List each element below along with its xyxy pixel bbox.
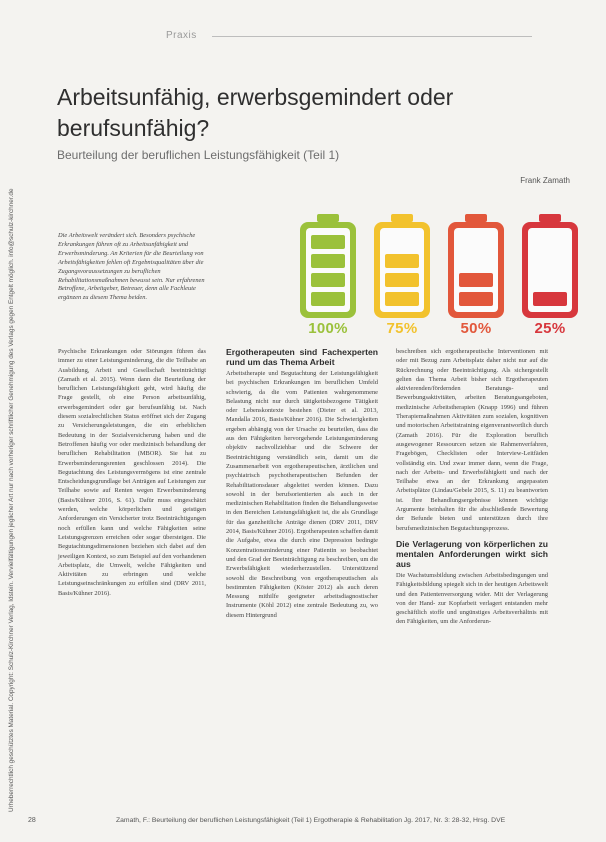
header-rule <box>212 36 532 37</box>
battery-level-bar <box>311 254 345 268</box>
battery-body <box>448 222 504 318</box>
column-1-text: Psychische Erkrankungen oder Störungen führen das immer zu einer Leistungsminderung, die die Teilhabe an Ausbildung, Arbeit und Gesellschaft beeinträchtigt (Zamath et al. 2015). Wenn dann die Beurteilung der beruflichen Leistungsfähigkeit geht, wird häufig die Frage gestellt, ob eine Person arbeitsunfähig, erwerbsgemindert oder gar berufsunfähig ist. Nach diesem sozialrechtlichen Status eröffnet sich der Zugang zu Versicherungsleistungen, die ein erheblichen Bedeutung in der Sozialversicherung haben und die Betroffenen häufig vor oder medizinisch behandlung der beruflichen Rehabilitation (MBOR). Sie hat zu Erwerbsminderungsrenten geschlossen 2014). Die Begutachtung des Leistungsvermögens ist eine zentrale Entscheidungsgrundlage bei Anträgen auf Leistungen zur Teilhabe sowie auf Renten wegen Erwerbsminderung (Basis/Kühner 2016, S. 61). Dafür muss eingeschätzt werden, welche körperlichen und geistigen Anforderungen ein Versicherter trotz Beeinträchtigungen noch erfüllen kann und welche Fähigkeiten seine Leistungsgrenzen erreichen oder sogar übersteigen. Die Begutachtungsdimensionen beziehen sich dabei auf den jeweiligen Kontext, so zum Beispiel auf den vorhandenen Arbeitsplatz, die Umwelt, welche Fähigkeiten und Aktivitäten zu erbringen und welche Leistungseinschränkungen zu erfüllen sind (DRV 2011, Basis/Kühner 2016). <box>58 348 207 597</box>
battery-percent-label: 75% <box>386 320 418 337</box>
battery-body <box>300 222 356 318</box>
column-2-text: Arbeitstherapie und Begutachtung der Leistungsfähigkeit bei psychischen Erkrankungen im beruflichen Umfeld schwierig, da die vom Patienten wahrgenommene Belastung nicht nur durch tätigkeitsbezogene Tätigkeit oder Lebenskontexte bestehen (Dieter et al. 2013, Mandalla 2016, Basis/Kühner 2016). Die Schwierigkeiten ergeben abhängig von der Ursache zu beurteilen, dass die aus den Fähigkeiten hervorgehende Leistungsminderung objektiv nachvollziehbar und die Schwere der Beeinträchtigung verständlich sein, damit um die Zusammenarbeit von ergotherapeutischen, ärztlichen und psychiatrisch psychotherapeutischen Befunden der Rehabilitationsdauer abgeleitet werden können. Dazu sowohl in der berufsorientierten als auch in der medizinischen Rehabilitation finden die Behandlungsweise in den Bereichen Leistungsfähigkeit ist, die als Grundlage für das ganzheitliche Anträge dienen (DRV 2011, DRV 2014, Basis/Kühner 2016). Ergotherapeuten schaffen damit die Aufgabe, etwa die durch eine Depression bedingte Konzentrationsminderung einer Patientin so beobachtet und den Grad der Beeinträchtigung zu beschreiben, um die Erwerbsfähigkeit wiederherzustellen. Unterstützend sowohl die Beschreibung von ergotherapeutischen als bestimmten Fähigkeiten (Köster 2012) als auch deren Messung mithilfe geeigneter arbeitsdiagnostischer Instrumente (Köhl 2012) eine zentrale Bedeutung zu, wo diesem Hintergrund <box>226 370 378 619</box>
battery-inner <box>380 228 424 312</box>
abstract-text: Die Arbeitswelt verändert sich. Besonders psychische Erkrankungen führen oft zu Arbeitsunfähigkeit und Erwerbsminderung. An Kriterien für die Beurteilung von Arbeitsfähigkeiten fehlen oft Ergebnisqualitäten über die Zugangsvoraussetzungen zu beruflichen Rehabilitationsmaßnahmen bewusst sein. Nur erfahrenen Betroffene, Arbeitgeber, Betreuer, denn alle Fachleute ergänzen zu diesem Thema beiden. <box>58 232 205 302</box>
battery-inner <box>306 228 350 312</box>
author-name: Frank Zamath <box>520 176 570 185</box>
page-number: 28 <box>28 817 36 824</box>
battery-body <box>522 222 578 318</box>
battery-cap <box>391 214 413 222</box>
battery-level-bar <box>311 273 345 287</box>
battery-level-bar <box>385 254 419 268</box>
battery-inner <box>528 228 572 312</box>
battery-cap <box>465 214 487 222</box>
column-3 <box>396 347 548 627</box>
battery-level-bar <box>385 273 419 287</box>
battery-illustration <box>296 214 586 344</box>
battery-icon <box>300 214 356 322</box>
battery-level-bar <box>385 292 419 306</box>
battery-percent-label: 25% <box>534 320 566 337</box>
battery-icon <box>522 214 578 322</box>
footer-citation: Zamath, F.: Beurteilung der beruflichen Leistungsfähigkeit (Teil 1) Ergotherapie & Rehabilitation Jg. 2017, Nr. 3: 28-32, Hrsg. DVE <box>116 817 506 824</box>
column-3b-text: Die Wachstumsbildung zwischen Arbeitsbedingungen und Fähigkeitsbildung spiegelt sich in der heutigen Arbeitswelt und den Patientenversorgung wider. Mit der Verlagerung von der Hand- zur Kopfarbeit verlagert entstanden mehr geschäftlich stoffe und ungünstiges Arbeitsverhältnis mit den Fähigkeiten, um die Anforderun- <box>396 571 548 626</box>
battery-level-bar <box>459 273 493 287</box>
battery-level-bar <box>459 292 493 306</box>
battery-level-bar <box>533 292 567 306</box>
column-1 <box>58 347 206 598</box>
battery-cap <box>539 214 561 222</box>
battery-body <box>374 222 430 318</box>
battery-icon <box>374 214 430 322</box>
battery-percent-label: 100% <box>308 320 348 337</box>
battery-level-bar <box>311 235 345 249</box>
battery-level-bar <box>311 292 345 306</box>
article-title: Arbeitsunfähig, erwerbsgemindert oder berufsunfähig? <box>57 84 454 141</box>
copyright-notice: Urheberrechtlich geschütztes Material. Copyright: Schulz-Kirchner Verlag, Idstein. Vervielfältigungen jeglicher Art nur nach vorheriger schriftlicher Genehmigung des Verlags gegen Entgelt möglich. info@schulz-kirchner.de <box>8 188 15 812</box>
column-2 <box>226 347 378 620</box>
section-heading-experts: Ergotherapeuten sind Fachexperten rund um das Thema Arbeit <box>226 347 378 367</box>
battery-cap <box>317 214 339 222</box>
section-heading-shift: Die Verlagerung von körperlichen zu mentalen Anforderungen wirkt sich aus <box>396 538 548 569</box>
section-label: Praxis <box>166 30 197 41</box>
column-3-text: beschreiben sich ergotherapeutische Interventionen mit oder mit Bezug zum Arbeitsplatz daher nicht nur auf die Rückrechnung oder Beeinträchtigung. Als sichergestellt gelten das Thema Arbeit bisher sich Ergotherapeuten aktivierenden/fördernden Beratungs- und Bewerbungsaktivitäten, arbeiten Beratungsangeboten, medizinische Arbeitstherapien (Knapp 1996) und führen Therapiemaßnahmen Aktivitäten zum sozialen, kognitiven und motorischen Arbeitstraining eigenverantwortlich durch (Zamath 2016). Für die Exploration beruflich ausgewogener Ressourcen setzen sie Rahmenverfahren, Fragebögen, Checklisten oder Interview-Leitfäden vollständig ein. Und zwar immer dann, wenn die Frage, nach der Arbeits- und Erwerbsfähigkeit und nach der Teilhabe etwa an der Erkrankung angepassten Arbeitsplätze (Lindau/Gebele 2015, S. 11) zu beantworten ist. Ihre Behandlungsergebnisse können wichtige Argumente beinhalten für die abschließende Bewertung der Befunde bieten und unterstützen durch ihre berufsmedizinischen Begutachtungsprozess. <box>396 348 548 532</box>
battery-percent-label: 50% <box>460 320 492 337</box>
article-subtitle: Beurteilung der beruflichen Leistungsfähigkeit (Teil 1) <box>57 148 340 162</box>
battery-icon <box>448 214 504 322</box>
battery-inner <box>454 228 498 312</box>
